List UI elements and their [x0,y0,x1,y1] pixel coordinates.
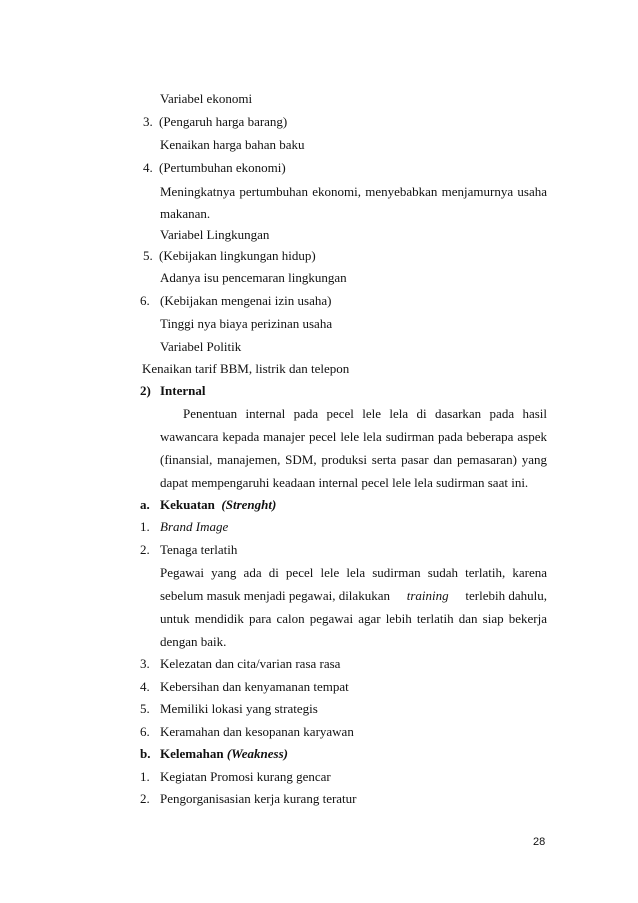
list-item [140,701,318,717]
paragraph-line: untuk mendidik para calon pegawai agar lebih terlatih dan siap bekerja [160,611,547,626]
list-number: 5. [140,701,150,716]
list-number: 1. [140,769,150,784]
text-line: makanan. [160,206,211,221]
paragraph-line: dapat mempengaruhi keadaan internal pecel lele lela sudirman saat ini. [160,475,529,490]
text-line: Variabel Politik [160,339,242,354]
text-line: Kelezatan dan cita/varian rasa rasa [160,656,341,671]
list-item [140,293,331,309]
section-heading [140,383,206,399]
text-line: Kenaikan tarif BBM, listrik dan telepon [142,361,350,376]
paragraph-line: dengan baik. [160,634,227,649]
section-subtitle: (Strenght) [221,497,277,512]
list-number: 2. [140,791,150,806]
section-number: b. [140,746,151,761]
text-line: Variabel Lingkungan [160,227,270,242]
list-item [140,656,340,672]
text-line: Meningkatnya pertumbuhan ekonomi, menyebabkan menjamurnya usaha [160,184,547,199]
list-number: 4. [140,679,150,694]
list-number: 6. [140,293,150,308]
section-title: Internal [160,383,206,398]
list-item [140,769,331,785]
text-line: Pengorganisasian kerja kurang teratur [160,791,357,806]
list-number: 4. [143,160,153,175]
text-line: Kenaikan harga bahan baku [160,137,305,152]
list-number: 3. [143,114,153,129]
list-number: 5. [143,248,153,263]
section-title: Kekuatan [160,497,215,512]
section-heading [140,746,288,762]
text-segment: sebelum masuk menjadi pegawai, dilakukan [160,588,390,603]
list-number: 6. [140,724,150,739]
list-item [140,679,349,695]
text-line: Brand Image [160,519,229,534]
paragraph-line: Penentuan internal pada pecel lele lela di dasarkan pada hasil [183,406,547,421]
section-number: 2) [140,383,151,398]
list-item [140,519,228,535]
text-segment-italic: training [406,588,449,603]
text-segment: terlebih dahulu, [465,588,547,603]
list-number: 2. [140,542,150,557]
text-line: (Kebijakan lingkungan hidup) [159,248,316,263]
list-item [140,791,357,807]
list-number: 3. [140,656,150,671]
text-line: Memiliki lokasi yang strategis [160,701,318,716]
text-line: Tenaga terlatih [160,542,238,557]
text-line: Kebersihan dan kenyamanan tempat [160,679,349,694]
section-heading [140,497,276,513]
list-number: 1. [140,519,150,534]
page-number: 28 [533,836,546,848]
list-item [143,160,286,176]
text-line: (Kebijakan mengenai izin usaha) [160,293,332,308]
text-line: (Pengaruh harga barang) [159,114,288,129]
text-line: Kegiatan Promosi kurang gencar [160,769,331,784]
section-title: Kelemahan [160,746,224,761]
text-line: (Pertumbuhan ekonomi) [159,160,286,175]
list-item [143,248,316,264]
section-number: a. [140,497,150,512]
text-line: Tinggi nya biaya perizinan usaha [160,316,333,331]
paragraph-line: Pegawai yang ada di pecel lele lela sudirman sudah terlatih, karena [160,565,547,580]
text-line: Keramahan dan kesopanan karyawan [160,724,354,739]
section-subtitle: (Weakness) [226,746,288,761]
list-item [143,114,287,130]
list-item [140,542,237,558]
paragraph-line: (finansial, manajemen, SDM, produksi serta pasar dan pemasaran) yang [160,452,547,467]
text-line: Variabel ekonomi [160,91,253,106]
paragraph-line: wawancara kepada manajer pecel lele lela sudirman pada beberapa aspek [160,429,547,444]
paragraph-line [160,588,547,604]
text-line: Adanya isu pencemaran lingkungan [160,270,347,285]
list-item [140,724,354,740]
